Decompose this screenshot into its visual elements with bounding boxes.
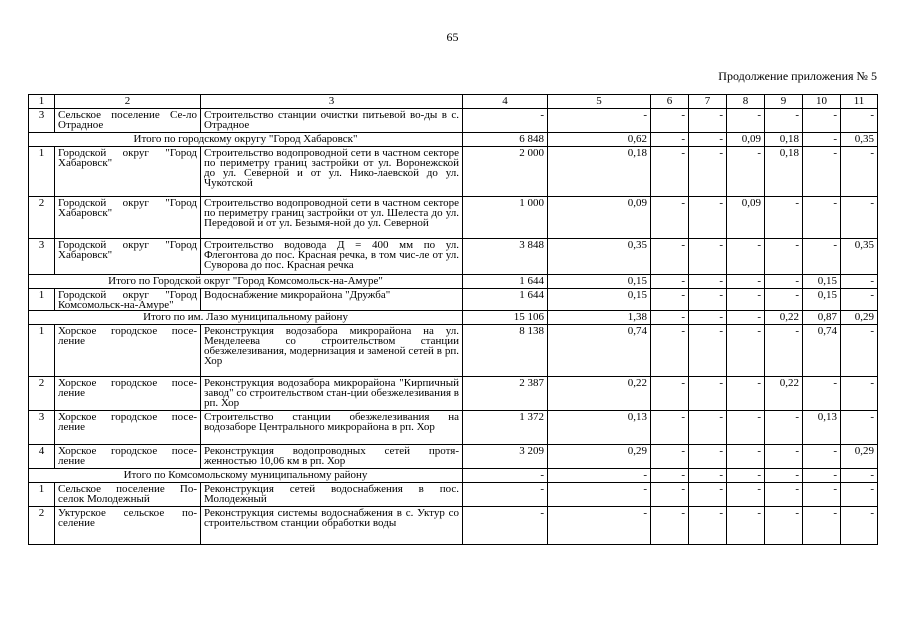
value-col-11: -	[841, 377, 878, 411]
project-description-cell: Реконструкция сетей водоснабжения в пос. Молодежный	[201, 483, 463, 507]
value-col-5: 0,29	[548, 445, 651, 469]
value-col-7: -	[689, 507, 727, 545]
value-col-10: -	[803, 483, 841, 507]
value-col-7: -	[689, 411, 727, 445]
value-col-6: -	[651, 289, 689, 311]
value-col-4: 15 106	[463, 311, 548, 325]
value-col-11: -	[841, 483, 878, 507]
project-description-cell: Реконструкция водопроводных сетей протя-женностью 10,06 км в рп. Хор	[201, 445, 463, 469]
project-description-cell: Водоснабжение микрорайона "Дружба"	[201, 289, 463, 311]
header-cell-9: 9	[765, 95, 803, 109]
municipality-cell: Сельское поселение Се-ло Отрадное	[55, 109, 201, 133]
project-description-cell: Строительство станции обезжелезивания на водозаборе Центрального микрорайона в рп. Хор	[201, 411, 463, 445]
value-col-10: -	[803, 469, 841, 483]
row-number: 3	[29, 239, 55, 275]
value-col-4: -	[463, 109, 548, 133]
value-col-10: -	[803, 507, 841, 545]
projects-table	[28, 94, 878, 545]
value-col-5: 0,35	[548, 239, 651, 275]
value-col-7: -	[689, 109, 727, 133]
value-col-7: -	[689, 197, 727, 239]
project-description-cell: Реконструкция системы водоснабжения в с. Уктур со строительством станции обработки воды	[201, 507, 463, 545]
value-col-9: -	[765, 239, 803, 275]
value-col-5: -	[548, 469, 651, 483]
value-col-11: 0,35	[841, 133, 878, 147]
row-number: 2	[29, 197, 55, 239]
value-col-6: -	[651, 311, 689, 325]
value-col-6: -	[651, 507, 689, 545]
value-col-8: -	[727, 239, 765, 275]
value-col-7: -	[689, 469, 727, 483]
value-col-10: 0,13	[803, 411, 841, 445]
value-col-4: 2 000	[463, 147, 548, 197]
project-description-cell: Строительство станции очистки питьевой во-ды в с. Отрадное	[201, 109, 463, 133]
value-col-8: -	[727, 147, 765, 197]
value-col-10: -	[803, 239, 841, 275]
value-col-8: -	[727, 109, 765, 133]
value-col-6: -	[651, 325, 689, 377]
header-cell-6: 6	[651, 95, 689, 109]
value-col-7: -	[689, 239, 727, 275]
value-col-6: -	[651, 469, 689, 483]
value-col-5: 0,22	[548, 377, 651, 411]
value-col-5: -	[548, 109, 651, 133]
value-col-11: -	[841, 289, 878, 311]
value-col-6: -	[651, 133, 689, 147]
municipality-cell: Городской округ "Город Хабаровск"	[55, 239, 201, 275]
value-col-5: 0,15	[548, 275, 651, 289]
municipality-cell: Хорское городское посе-ление	[55, 411, 201, 445]
value-col-4: 1 644	[463, 275, 548, 289]
value-col-9: -	[765, 411, 803, 445]
value-col-4: 1 372	[463, 411, 548, 445]
value-col-7: -	[689, 275, 727, 289]
value-col-10: 0,74	[803, 325, 841, 377]
value-col-9: -	[765, 483, 803, 507]
header-cell-8: 8	[727, 95, 765, 109]
table-row	[29, 147, 878, 197]
value-col-4: 1 000	[463, 197, 548, 239]
value-col-8: -	[727, 507, 765, 545]
value-col-10: -	[803, 109, 841, 133]
value-col-7: -	[689, 311, 727, 325]
table-row	[29, 239, 878, 275]
value-col-11: -	[841, 147, 878, 197]
value-col-5: 0,15	[548, 289, 651, 311]
value-col-5: 0,74	[548, 325, 651, 377]
row-number: 1	[29, 483, 55, 507]
value-col-9: -	[765, 507, 803, 545]
value-col-9: 0,22	[765, 311, 803, 325]
value-col-10: -	[803, 377, 841, 411]
value-col-7: -	[689, 289, 727, 311]
header-cell-5: 5	[548, 95, 651, 109]
value-col-9: -	[765, 109, 803, 133]
total-row	[29, 133, 878, 147]
value-col-8: -	[727, 311, 765, 325]
value-col-7: -	[689, 483, 727, 507]
value-col-5: 0,62	[548, 133, 651, 147]
row-number: 1	[29, 147, 55, 197]
value-col-6: -	[651, 109, 689, 133]
municipality-cell: Хорское городское посе-ление	[55, 445, 201, 469]
total-row	[29, 469, 878, 483]
header-cell-1: 1	[29, 95, 55, 109]
total-label: Итого по Комсомольскому муниципальному району	[29, 469, 463, 483]
value-col-8: 0,09	[727, 133, 765, 147]
value-col-11: -	[841, 325, 878, 377]
value-col-7: -	[689, 325, 727, 377]
value-col-6: -	[651, 275, 689, 289]
value-col-4: -	[463, 507, 548, 545]
row-number: 2	[29, 377, 55, 411]
project-description-cell: Реконструкция водозабора микрорайона на ул. Менделеева со строительством станции обезжелезивания, модернизация и заменой сетей в рп. Хор	[201, 325, 463, 377]
row-number: 2	[29, 507, 55, 545]
value-col-6: -	[651, 147, 689, 197]
value-col-9: -	[765, 325, 803, 377]
header-row	[29, 95, 878, 109]
value-col-9: -	[765, 469, 803, 483]
value-col-11: -	[841, 469, 878, 483]
value-col-10: 0,15	[803, 289, 841, 311]
value-col-9: -	[765, 289, 803, 311]
total-label: Итого по им. Лазо муниципальному району	[29, 311, 463, 325]
municipality-cell: Городской округ "Город Хабаровск"	[55, 147, 201, 197]
project-description-cell: Строительство водопроводной сети в частном секторе по периметру границ застройки от ул. Воронежской до ул. Северной и от ул. Нико-лаевской до ул. Чукотской	[201, 147, 463, 197]
table-row	[29, 411, 878, 445]
value-col-4: 6 848	[463, 133, 548, 147]
row-number: 3	[29, 109, 55, 133]
header-cell-10: 10	[803, 95, 841, 109]
continuation-title: Продолжение приложения № 5	[718, 69, 877, 83]
value-col-11: -	[841, 507, 878, 545]
municipality-cell: Городской округ "Город Комсомольск-на-Амуре"	[55, 289, 201, 311]
header-cell-2: 2	[55, 95, 201, 109]
value-col-6: -	[651, 411, 689, 445]
total-row	[29, 275, 878, 289]
value-col-7: -	[689, 377, 727, 411]
value-col-4: 1 644	[463, 289, 548, 311]
value-col-7: -	[689, 445, 727, 469]
table-row	[29, 197, 878, 239]
municipality-cell: Уктурское сельское по-селение	[55, 507, 201, 545]
value-col-9: -	[765, 445, 803, 469]
page-number: 65	[446, 30, 459, 44]
value-col-4: 2 387	[463, 377, 548, 411]
value-col-11: -	[841, 411, 878, 445]
value-col-5: 0,09	[548, 197, 651, 239]
municipality-cell: Хорское городское посе-ление	[55, 325, 201, 377]
value-col-6: -	[651, 239, 689, 275]
value-col-5: 0,18	[548, 147, 651, 197]
table-body	[29, 95, 878, 545]
value-col-8: 0,09	[727, 197, 765, 239]
value-col-8: -	[727, 275, 765, 289]
municipality-cell: Хорское городское посе-ление	[55, 377, 201, 411]
value-col-7: -	[689, 147, 727, 197]
value-col-9: -	[765, 197, 803, 239]
value-col-8: -	[727, 469, 765, 483]
value-col-7: -	[689, 133, 727, 147]
table-row	[29, 507, 878, 545]
value-col-4: -	[463, 469, 548, 483]
header-cell-4: 4	[463, 95, 548, 109]
value-col-10: -	[803, 197, 841, 239]
table-row	[29, 325, 878, 377]
value-col-11: -	[841, 109, 878, 133]
row-number: 4	[29, 445, 55, 469]
value-col-8: -	[727, 325, 765, 377]
table-row	[29, 377, 878, 411]
value-col-8: -	[727, 445, 765, 469]
project-description-cell: Реконструкция водозабора микрорайона "Кирпичный завод" со строительством стан-ции обезжелезивания в рп. Хор	[201, 377, 463, 411]
total-label: Итого по Городской округ "Город Комсомольск-на-Амуре"	[29, 275, 463, 289]
project-description-cell: Строительство водовода Д = 400 мм по ул. Флегонтова до пос. Красная речка, в том чис-ле от ул. Суворова до пос. Красная речка	[201, 239, 463, 275]
value-col-4: 3 848	[463, 239, 548, 275]
table-row	[29, 445, 878, 469]
table-row	[29, 109, 878, 133]
value-col-8: -	[727, 483, 765, 507]
value-col-9: 0,18	[765, 133, 803, 147]
project-description-cell: Строительство водопроводной сети в частном секторе по периметру границ застройки от ул. Шелеста до ул. Передовой и от ул. Безымя-ной до ул. Северной	[201, 197, 463, 239]
row-number: 1	[29, 325, 55, 377]
value-col-11: 0,35	[841, 239, 878, 275]
table-row	[29, 289, 878, 311]
value-col-8: -	[727, 289, 765, 311]
value-col-5: -	[548, 507, 651, 545]
value-col-6: -	[651, 377, 689, 411]
value-col-9: 0,18	[765, 147, 803, 197]
header-cell-3: 3	[201, 95, 463, 109]
value-col-11: 0,29	[841, 311, 878, 325]
municipality-cell: Сельское поселение По-селок Молодежный	[55, 483, 201, 507]
value-col-10: -	[803, 133, 841, 147]
value-col-4: 8 138	[463, 325, 548, 377]
table-row	[29, 483, 878, 507]
value-col-4: 3 209	[463, 445, 548, 469]
value-col-5: 0,13	[548, 411, 651, 445]
value-col-10: -	[803, 147, 841, 197]
value-col-10: 0,87	[803, 311, 841, 325]
value-col-11: -	[841, 275, 878, 289]
total-label: Итого по городскому округу "Город Хабаровск"	[29, 133, 463, 147]
value-col-5: 1,38	[548, 311, 651, 325]
row-number: 3	[29, 411, 55, 445]
value-col-6: -	[651, 483, 689, 507]
value-col-11: 0,29	[841, 445, 878, 469]
value-col-9: -	[765, 275, 803, 289]
value-col-9: 0,22	[765, 377, 803, 411]
value-col-8: -	[727, 411, 765, 445]
value-col-5: -	[548, 483, 651, 507]
header-cell-11: 11	[841, 95, 878, 109]
value-col-11: -	[841, 197, 878, 239]
total-row	[29, 311, 878, 325]
value-col-8: -	[727, 377, 765, 411]
value-col-10: -	[803, 445, 841, 469]
value-col-6: -	[651, 445, 689, 469]
municipality-cell: Городской округ "Город Хабаровск"	[55, 197, 201, 239]
row-number: 1	[29, 289, 55, 311]
value-col-6: -	[651, 197, 689, 239]
header-cell-7: 7	[689, 95, 727, 109]
value-col-4: -	[463, 483, 548, 507]
value-col-10: 0,15	[803, 275, 841, 289]
